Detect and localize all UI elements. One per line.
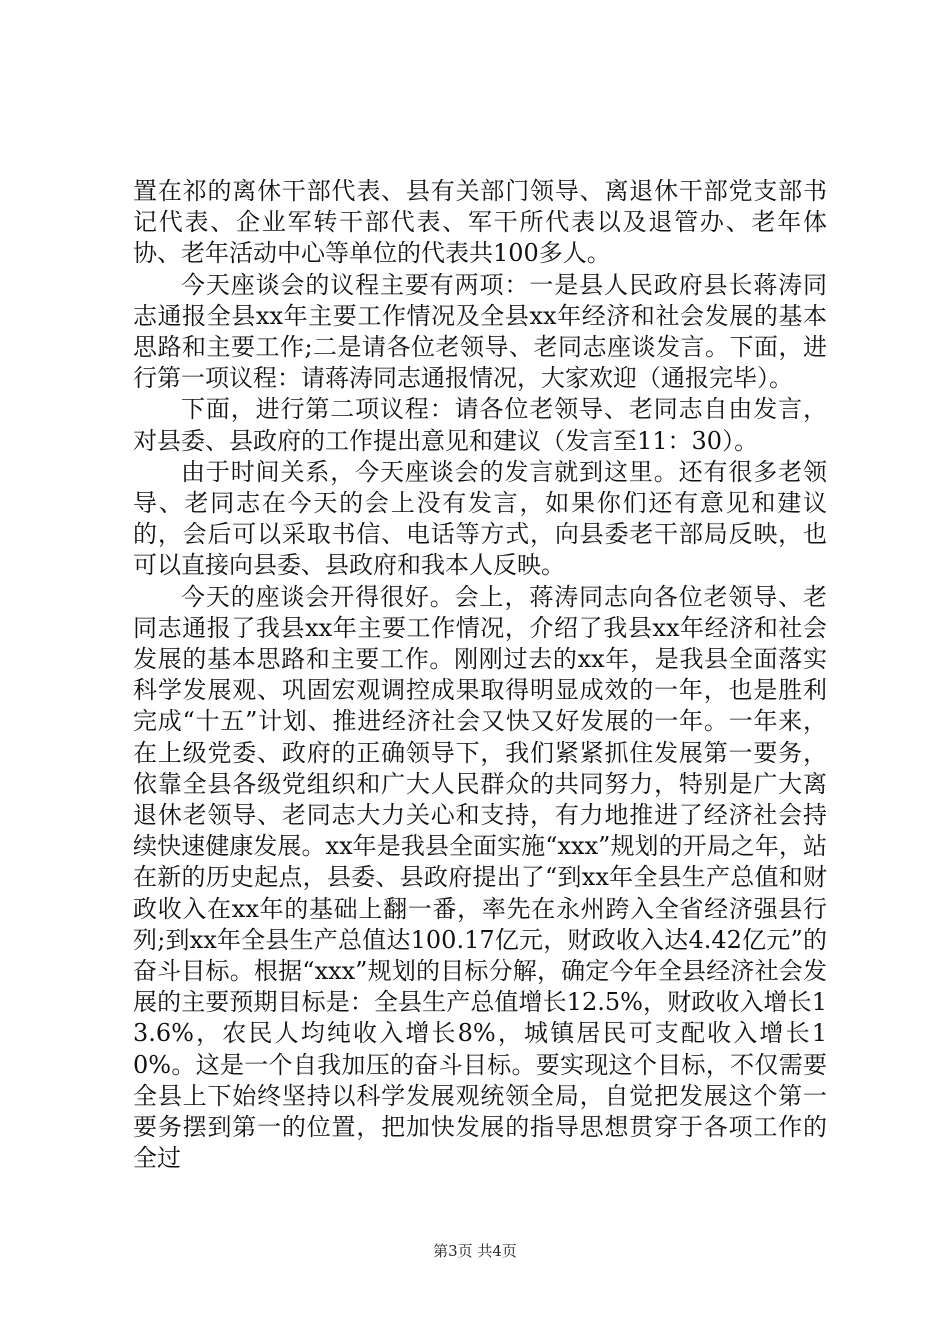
document-body [133,176,827,1175]
paragraph-5: 今天的座谈会开得很好。会上，蒋涛同志向各位老领导、老同志通报了我县xx年主要工作情况，介绍了我县xx年经济和社会发展的基本思路和主要工作。刚刚过去的xx年，是我县全面落实科学发展观、巩固宏观调控成果取得明显成效的一年，也是胜利完成“十五”计划、推进经济社会又快又好发展的一年。一年来，在上级党委、政府的正确领导下，我们紧紧抓住发展第一要务，依靠全县各级党组织和广大人民群众的共同努力，特别是广大离退休老领导、老同志大力关心和支持，有力地推进了经济社会持续快速健康发展。xx年是我县全面实施“xxx”规划的开局之年，站在新的历史起点，县委、县政府提出了“到xx年全县生产总值和财政收入在xx年的基础上翻一番，率先在永州跨入全省经济强县行列;到xx年全县生产总值达100.17亿元，财政收入达4.42亿元”的奋斗目标。根据“xxx”规划的目标分解，确定今年全县经济社会发展的主要预期目标是：全县生产总值增长12.5%，财政收入增长13.6%，农民人均纯收入增长8%，城镇居民可支配收入增长10%。这是一个自我加压的奋斗目标。要实现这个目标，不仅需要全县上下始终坚持以科学发展观统领全局，自觉把发展这个第一要务摆到第一的位置，把加快发展的指导思想贯穿于各项工作的全过 [133,582,827,1173]
paragraph-4: 由于时间关系，今天座谈会的发言就到这里。还有很多老领导、老同志在今天的会上没有发言，如果你们还有意见和建议的，会后可以采取书信、电话等方式，向县委老干部局反映，也可以直接向县委、县政府和我本人反映。 [133,457,827,580]
paragraph-3: 下面，进行第二项议程：请各位老领导、老同志自由发言，对县委、县政府的工作提出意见和建议（发言至11：30）。 [133,395,827,455]
paragraph-1: 置在祁的离休干部代表、县有关部门领导、离退休干部党支部书记代表、企业军转干部代表、军干所代表以及退管办、老年体协、老年活动中心等单位的代表共100多人。 [133,177,827,268]
page-footer: 第3页 共4页 [433,1242,517,1260]
paragraph-2: 今天座谈会的议程主要有两项：一是县人民政府县长蒋涛同志通报全县xx年主要工作情况及全县xx年经济和社会发展的基本思路和主要工作;二是请各位老领导、老同志座谈发言。下面，进行第一项议程：请蒋涛同志通报情况，大家欢迎（通报完毕）。 [133,270,827,393]
